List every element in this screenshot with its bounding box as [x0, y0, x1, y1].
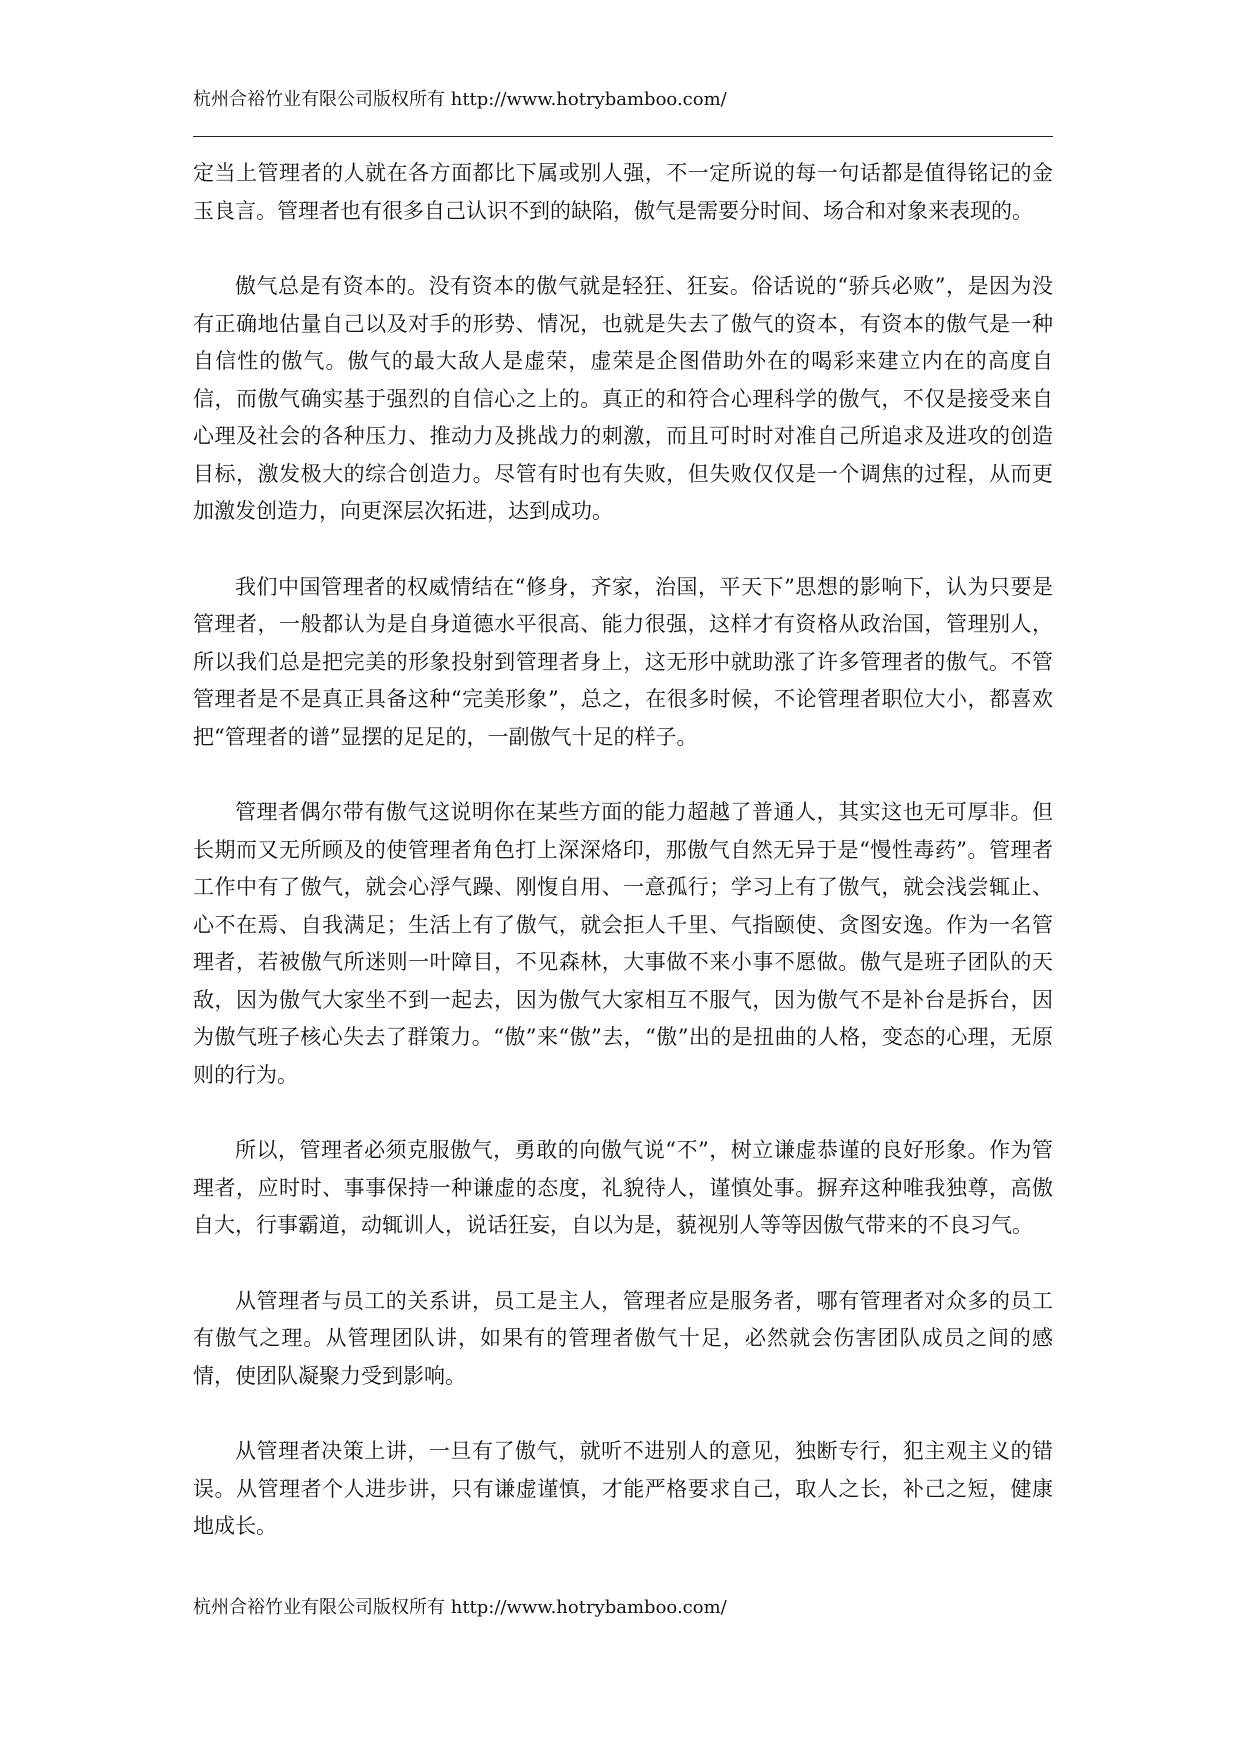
paragraph: 管理者偶尔带有傲气这说明你在某些方面的能力超越了普通人，其实这也无可厚非。但长期而又无所顾及的使管理者角色打上深深烙印，那傲气自然无异于是“慢性毒药”。管理者工作中有了傲气，就会心浮气躁、刚愎自用、一意孤行；学习上有了傲气，就会浅尝辄止、心不在焉、自我满足；生活上有了傲气，就会拒人千里、气指颐使、贪图安逸。作为一名管理者，若被傲气所迷则一叶障目，不见森林，大事做不来小事不愿做。傲气是班子团队的天敌，因为傲气大家坐不到一起去，因为傲气大家相互不服气，因为傲气不是补台是拆台，因为傲气班子核心失去了群策力。“傲”来“傲”去，“傲”出的是扭曲的人格，变态的心理，无原则的行为。 [193, 800, 1053, 1087]
page-footer: 杭州合裕竹业有限公司版权所有 http://www.hotrybamboo.com/ [193, 1597, 727, 1618]
paragraph: 所以，管理者必须克服傲气，勇敢的向傲气说“不”，树立谦虚恭谨的良好形象。作为管理者，应时时、事事保持一种谦虚的态度，礼貌待人，谨慎处事。摒弃这种唯我独尊，高傲自大，行事霸道，动辄训人，说话狂妄，自以为是，藐视别人等等因傲气带来的不良习气。 [193, 1138, 1053, 1237]
paragraph-continuation: 定当上管理者的人就在各方面都比下属或别人强，不一定所说的每一句话都是值得铭记的金玉良言。管理者也有很多自己认识不到的缺陷，傲气是需要分时间、场合和对象来表现的。 [193, 161, 1053, 223]
header-divider [193, 136, 1053, 137]
article-body [193, 155, 1053, 1584]
paragraph: 从管理者与员工的关系讲，员工是主人，管理者应是服务者，哪有管理者对众多的员工有傲气之理。从管理团队讲，如果有的管理者傲气十足，必然就会伤害团队成员之间的感情，使团队凝聚力受到影响。 [193, 1288, 1053, 1388]
paragraph: 我们中国管理者的权威情结在“修身，齐家，治国，平天下”思想的影响下，认为只要是管理者，一般都认为是自身道德水平很高、能力很强，这样才有资格从政治国，管理别人，所以我们总是把完美的形象投射到管理者身上，这无形中就助涨了许多管理者的傲气。不管管理者是不是真正具备这种“完美形象”，总之，在很多时候，不论管理者职位大小，都喜欢把“管理者的谱”显摆的足足的，一副傲气十足的样子。 [193, 574, 1053, 749]
page-header: 杭州合裕竹业有限公司版权所有 http://www.hotrybamboo.com/ [193, 89, 727, 110]
paragraph: 从管理者决策上讲，一旦有了傲气，就听不进别人的意见，独断专行，犯主观主义的错误。从管理者个人进步讲，只有谦虚谨慎，才能严格要求自己，取人之长，补己之短，健康地成长。 [193, 1439, 1053, 1538]
paragraph: 傲气总是有资本的。没有资本的傲气就是轻狂、狂妄。俗话说的“骄兵必败”，是因为没有正确地估量自己以及对手的形势、情况，也就是失去了傲气的资本，有资本的傲气是一种自信性的傲气。傲气的最大敌人是虚荣，虚荣是企图借助外在的喝彩来建立内在的高度自信，而傲气确实基于强烈的自信心之上的。真正的和符合心理科学的傲气，不仅是接受来自心理及社会的各种压力、推动力及挑战力的刺激，而且可时时对准自己所追求及进攻的创造目标，激发极大的综合创造力。尽管有时也有失败，但失败仅仅是一个调焦的过程，从而更加激发创造力，向更深层次拓进，达到成功。 [193, 274, 1053, 523]
